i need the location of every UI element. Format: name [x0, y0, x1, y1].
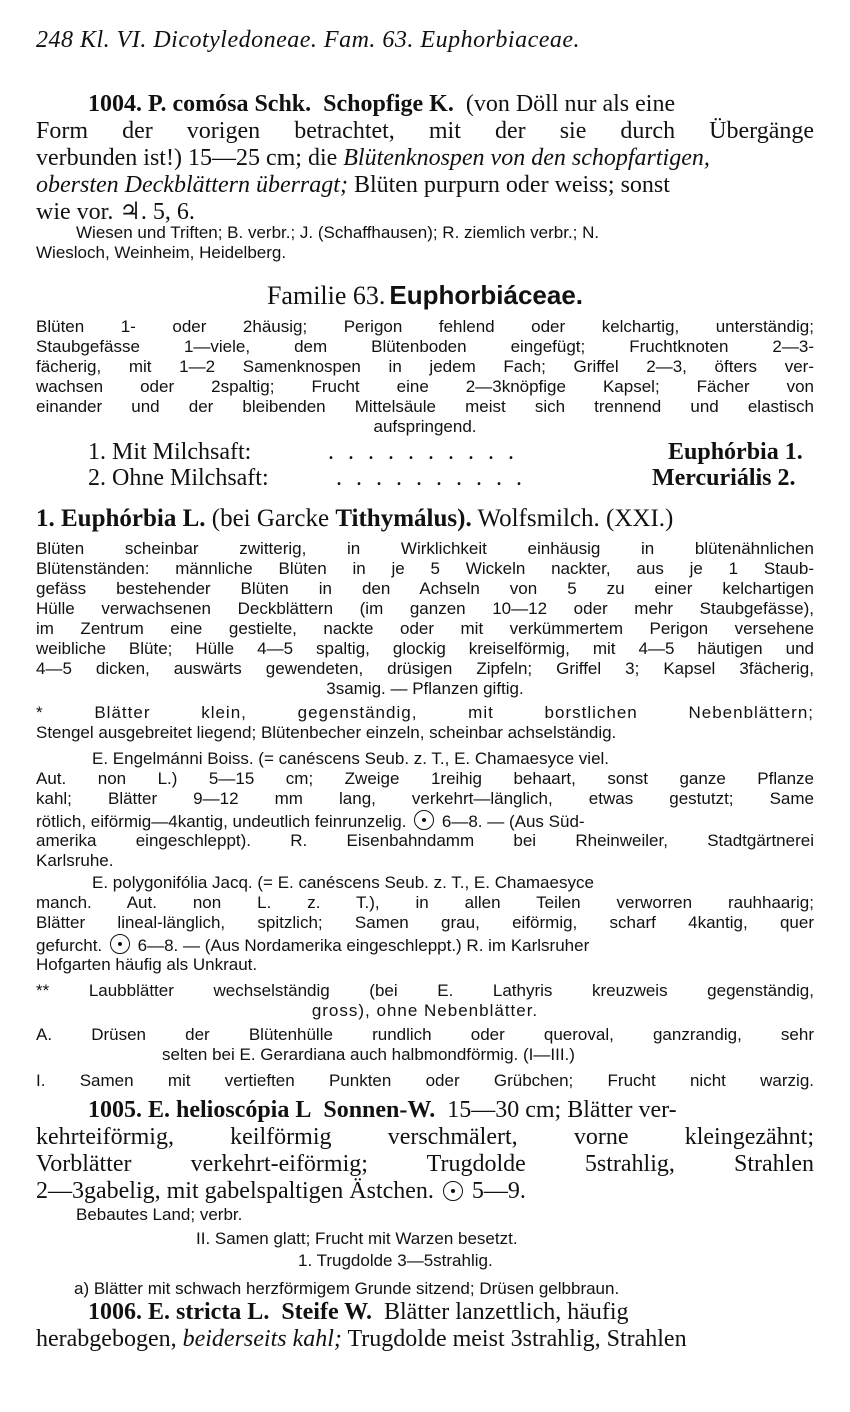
genus-desc-line: Blüten scheinbar zwitterig, in Wirklichkeit einhäusig in blütenähnlichen — [36, 539, 814, 558]
section-ii: II. Samen glatt; Frucht mit Warzen besetzt. — [196, 1229, 518, 1248]
family-desc-last: aufspringend. — [373, 417, 477, 436]
text-span: rötlich, eiförmig—4kantig, undeutlich feinrunzelig. — [36, 812, 407, 831]
entry-1005-line-1 — [88, 1098, 677, 1122]
text-span: herabgebogen, — [36, 1326, 177, 1352]
genus-desc-last: 3samig. — Pflanzen giftig. — [326, 679, 524, 698]
entry-1006-line-2 — [36, 1327, 687, 1351]
subsection-1: 1. Trugdolde 3—5strahlig. — [298, 1251, 493, 1270]
text-span: Blüten purpurn oder weiss; sonst — [353, 172, 670, 198]
italic-text: Blütenknospen von den schopfartigen, — [343, 145, 710, 171]
entry-1005-line-3: Vorblätter verkehrt-eiförmig; Trugdolde 5strahlig, Strahlen — [36, 1151, 814, 1177]
entry-1006-line-1 — [88, 1300, 629, 1324]
section-i: I. Samen mit vertieften Punkten oder Grübchen; Frucht nicht warzig. — [36, 1071, 814, 1090]
family-label: Familie 63. — [266, 281, 386, 310]
text-span: Wolfsmilch. (XXI.) — [477, 505, 674, 532]
family-desc-line: fächerig, mit 1—2 Samenknospen in jedem Fach; Griffel 2—3, öfters ver- — [36, 357, 814, 376]
entry-1005-line-2: kehrteiförmig, keilförmig verschmälert, vorne kleingezähnt; — [36, 1124, 814, 1150]
key-label-1: 1. Mit Milchsaft: — [88, 439, 252, 465]
polygonifolia-line-3: Blätter lineal-länglich, spitzlich; Samen grau, eiförmig, scharf 4kantig, quer — [36, 913, 814, 932]
section-doublestar-line-1: ** Laubblätter wechselständig (bei E. Lathyris kreuzweis gegenständig, — [36, 981, 814, 1000]
italic-text: obersten Deckblättern überragt; — [36, 172, 348, 198]
german-name: Steife W. — [281, 1299, 372, 1325]
annual-plant-icon — [443, 1181, 463, 1201]
genus-desc-line: gefäss bestehender Blüten in den Achseln von 5 zu einer kelchartigen — [36, 579, 814, 598]
running-header: 248 Kl. VI. Dicotyledoneae. Fam. 63. Euphorbiaceae. — [36, 27, 581, 53]
family-desc-line: Blüten 1- oder 2häusig; Perigon fehlend oder kelchartig, unterständig; — [36, 317, 814, 336]
entry-1004-line-3 — [36, 146, 710, 170]
polygonifolia-line-2: manch. Aut. non L. z. T.), in allen Teilen verworren rauhhaarig; — [36, 893, 814, 912]
italic-text: beiderseits kahl; — [182, 1326, 342, 1352]
text-span: 5—9. — [471, 1178, 526, 1204]
key-dots-1: . . . . . . . . . . — [328, 439, 518, 465]
section-star-line-2: Stengel ausgebreitet liegend; Blütenbecher einzeln, scheinbar achselständig. — [36, 723, 617, 742]
polygonifolia-line-1: E. polygonifólia Jacq. (= E. canéscens Seub. z. T., E. Chamaesyce — [92, 873, 594, 892]
entry-1004-line-4 — [36, 173, 670, 197]
section-a-line-2: selten bei E. Gerardiana auch halbmondförmig. (I—III.) — [162, 1045, 575, 1064]
subsection-a: a) Blätter mit schwach herzförmigem Grunde sitzend; Drüsen gelbbraun. — [74, 1279, 620, 1298]
section-doublestar-line-2: gross), ohne Nebenblätter. — [311, 1001, 539, 1020]
genus-desc-line: 4—5 dicken, auswärts gewendeten, drüsigen Zipfeln; Griffel 3; Kapsel 3fächerig, — [36, 659, 814, 678]
family-desc-line: einander und der bleibenden Mittelsäule meist sich trennend und elastisch — [36, 397, 814, 416]
genus-heading — [36, 506, 673, 531]
text-span: 2—3gabelig, mit gabelspaltigen Ästchen. — [36, 1178, 434, 1204]
entry-1004-line-2: Form der vorigen betrachtet, mit der sie durch Übergänge — [36, 118, 814, 144]
genus-desc-line: weibliche Blüte; Hülle 4—5 spaltig, glockig kreiselförmig, mit 4—5 häutigen und — [36, 639, 814, 658]
annual-plant-icon — [110, 934, 130, 954]
family-desc-line: wachsen oder 2spaltig; Frucht eine 2—3knöpfige Kapsel; Fächer von — [36, 377, 814, 396]
annual-plant-icon — [414, 810, 434, 830]
key-dots-2: . . . . . . . . . . — [336, 465, 526, 491]
text-span: gefurcht. — [36, 936, 103, 955]
engelmanni-line-2: Aut. non L.) 5—15 cm; Zweige 1reihig behaart, sonst ganze Pflanze — [36, 769, 814, 788]
german-name: Sonnen-W. — [323, 1097, 436, 1123]
genus-desc-line: im Zentrum eine gestielte, nackte oder mit verkümmertem Perigon versehene — [36, 619, 814, 638]
key-target-1: Euphórbia 1. — [668, 439, 803, 465]
text-span: Blätter lanzettlich, häufig — [383, 1299, 629, 1325]
text-span: verbunden ist!) 15—25 cm; die — [36, 145, 338, 171]
polygonifolia-line-4 — [36, 934, 589, 954]
entry-1004-distribution-2: Wiesloch, Weinheim, Heidelberg. — [36, 243, 287, 262]
family-desc-line: Staubgefässe 1—viele, dem Blütenboden eingefügt; Fruchtknoten 2—3- — [36, 337, 814, 356]
entry-1004-line-1 — [88, 92, 675, 116]
engelmanni-line-1: E. Engelmánni Boiss. (= canéscens Seub. z. T., E. Chamaesyce viel. — [92, 749, 610, 768]
text-span: 6—8. — (Aus Nordamerika eingeschleppt.) R. im Karlsruher — [137, 936, 590, 955]
species-name: 1004. P. comósa Schk. — [88, 91, 312, 117]
polygonifolia-line-5: Hofgarten häufig als Unkraut. — [36, 955, 258, 974]
key-label-2: 2. Ohne Milchsaft: — [88, 465, 269, 491]
family-heading — [0, 282, 850, 309]
family-name: Euphorbiáceae. — [389, 280, 584, 310]
entry-1005-line-4 — [36, 1179, 526, 1203]
entry-1005-distribution: Bebautes Land; verbr. — [76, 1205, 243, 1224]
engelmanni-line-6: Karlsruhe. — [36, 851, 114, 870]
text-span: 15—30 cm; Blätter ver- — [447, 1097, 677, 1123]
species-name: 1006. E. stricta L. — [88, 1299, 270, 1325]
engelmanni-line-3: kahl; Blätter 9—12 mm lang, verkehrt—länglich, etwas gestutzt; Same — [36, 789, 814, 808]
text-span: (bei Garcke — [211, 505, 330, 532]
engelmanni-line-4 — [36, 810, 585, 830]
text-span: 6—8. — (Aus Süd- — [441, 812, 585, 831]
genus-desc-line: Hülle verwachsenen Deckblättern (im ganzen 10—12 oder mehr Staubgefässe), — [36, 599, 814, 618]
text-span: (von Döll nur als eine — [465, 91, 676, 117]
key-target-2: Mercuriális 2. — [652, 465, 796, 491]
species-name: 1005. E. helioscópia L — [88, 1097, 312, 1123]
entry-1004-distribution: Wiesen und Triften; B. verbr.; J. (Schaffhausen); R. ziemlich verbr.; N. — [76, 223, 600, 242]
text-span: Trugdolde meist 3strahlig, Strahlen — [347, 1326, 687, 1352]
genus-name: 1. Euphórbia L. — [36, 505, 206, 532]
genus-desc-line: Blütenständen: männliche Blüten in je 5 Wickeln nackter, aus je 1 Staub- — [36, 559, 814, 578]
entry-1004-line-5: wie vor. ♃. 5, 6. — [36, 199, 195, 225]
synonym-name: Tithymálus). — [335, 505, 472, 532]
section-a-line-1: A. Drüsen der Blütenhülle rundlich oder queroval, ganzrandig, sehr — [36, 1025, 814, 1044]
section-star-line-1: * Blätter klein, gegenständig, mit borstlichen Nebenblättern; — [36, 703, 814, 722]
german-name: Schopfige K. — [323, 91, 454, 117]
engelmanni-line-5: amerika eingeschleppt). R. Eisenbahndamm bei Rheinweiler, Stadtgärtnerei — [36, 831, 814, 850]
